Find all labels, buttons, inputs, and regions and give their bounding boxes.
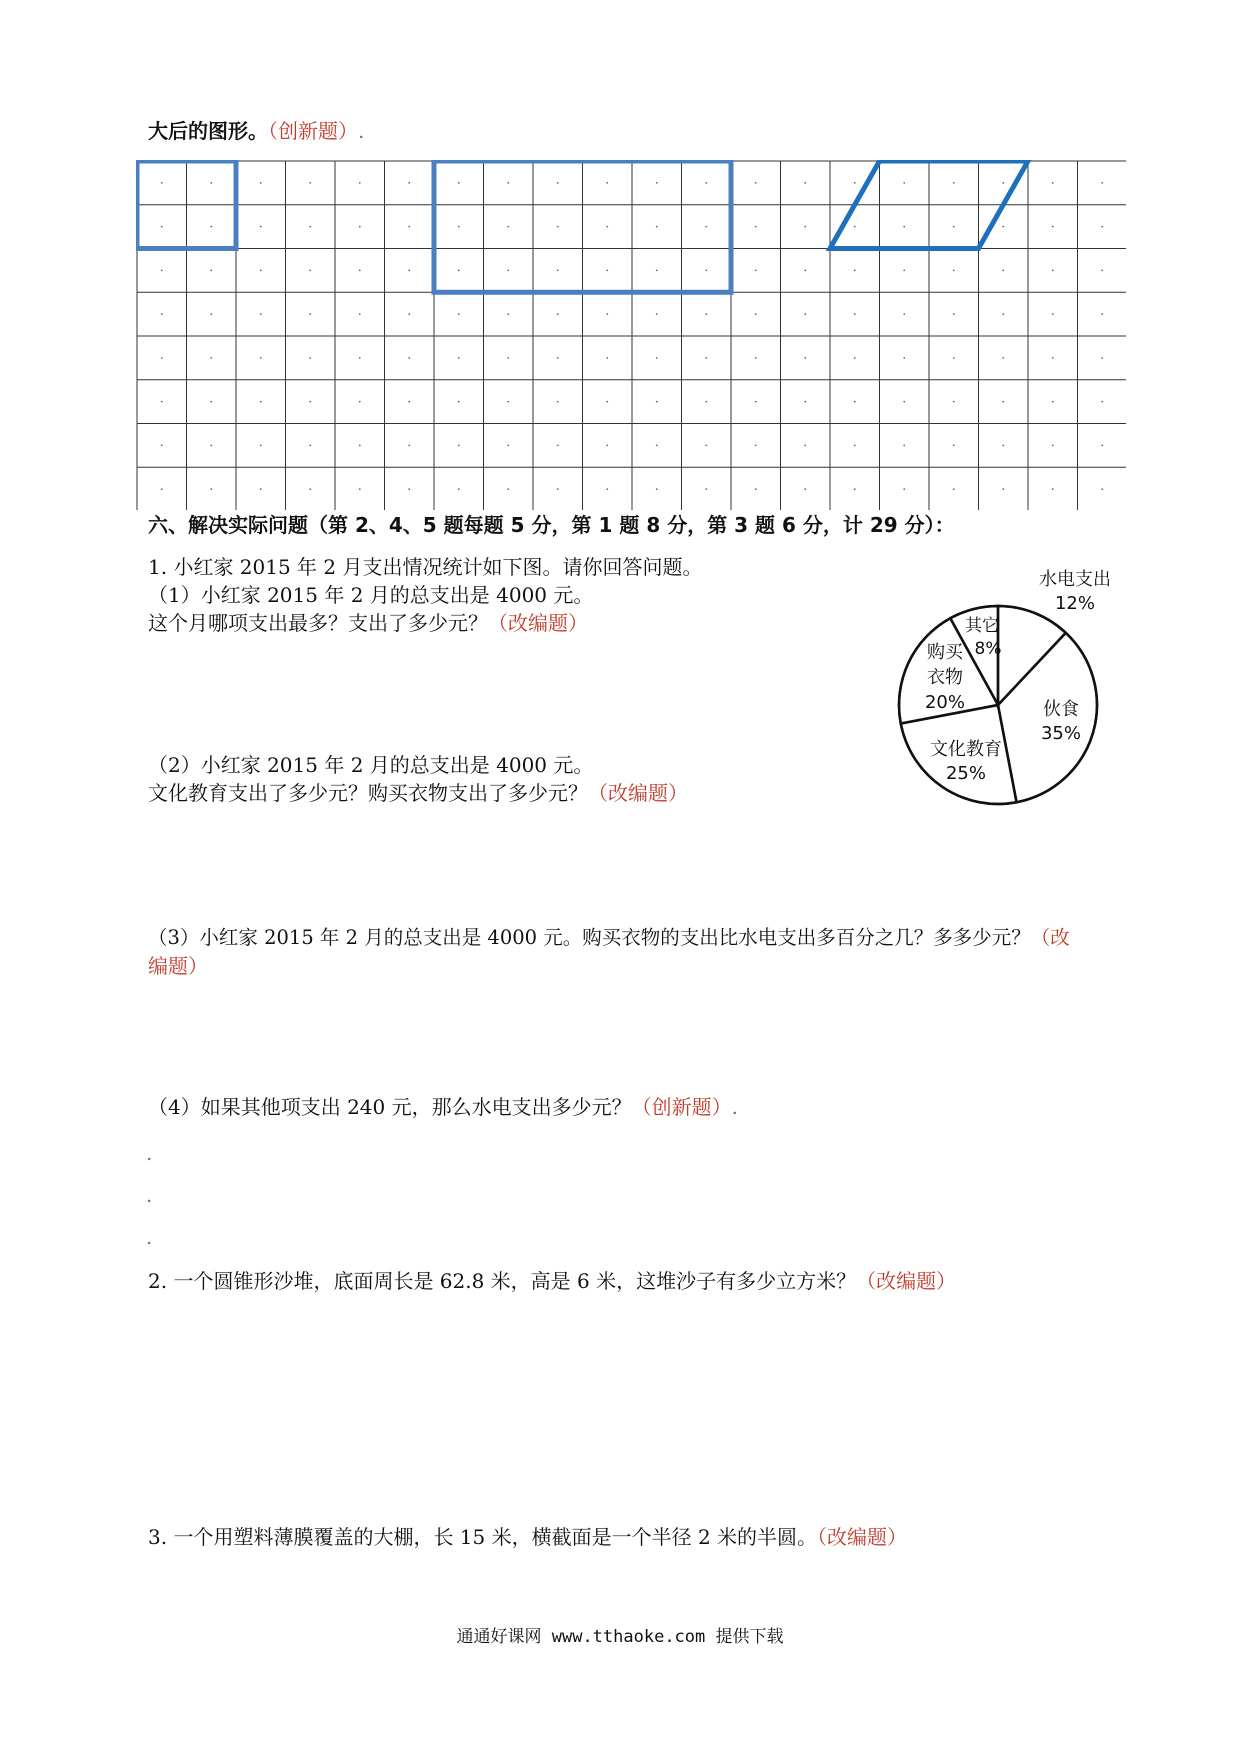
- grid-dot: [1052, 226, 1054, 228]
- grid-dot: [557, 269, 559, 271]
- grid-dot: [953, 401, 955, 403]
- header-tag: （创新题）: [268, 119, 358, 143]
- grid-dot: [210, 269, 212, 271]
- grid-dot: [656, 226, 658, 228]
- grid-dot: [359, 488, 361, 490]
- grid-dot: [309, 488, 311, 490]
- grid-dot: [309, 269, 311, 271]
- grid-dot: [1101, 313, 1103, 315]
- grid-dot: [458, 269, 460, 271]
- grid-dot: [755, 357, 757, 359]
- grid-dot: [408, 269, 410, 271]
- grid-dot: [953, 226, 955, 228]
- pie-label-food: [1034, 698, 1088, 746]
- q2-tag: （改编题）: [856, 1269, 957, 1293]
- grid-dot: [854, 401, 856, 403]
- grid-dot: [1002, 444, 1004, 446]
- blank-dot-1: .: [146, 1141, 153, 1165]
- grid-dot: [408, 313, 410, 315]
- q1-p1-line1: （1）小红家 2015 年 2 月的总支出是 4000 元。: [148, 583, 594, 607]
- grid-dot: [854, 182, 856, 184]
- grid-dot: [903, 313, 905, 315]
- grid-dot: [260, 182, 262, 184]
- grid-dot: [1101, 488, 1103, 490]
- grid-dot: [210, 313, 212, 315]
- grid-dot: [854, 357, 856, 359]
- grid-dot: [260, 313, 262, 315]
- grid-dot: [557, 444, 559, 446]
- grid-dot: [1052, 488, 1054, 490]
- grid-dot: [705, 357, 707, 359]
- grid-dot: [507, 401, 509, 403]
- header-line: 大后的图形。（创新题）.: [148, 119, 365, 143]
- grid-dot: [359, 182, 361, 184]
- grid-dot: [1002, 226, 1004, 228]
- grid-dot: [755, 488, 757, 490]
- pie-label-clothing-pct: 20%: [924, 692, 965, 713]
- grid-dot: [507, 226, 509, 228]
- grid-dot: [755, 226, 757, 228]
- grid-dot: [458, 182, 460, 184]
- pie-label-food-pct: 35%: [1040, 723, 1081, 744]
- grid-dot: [557, 313, 559, 315]
- grid-dot: [804, 182, 806, 184]
- pie-label-utilities-name: 水电支出: [1039, 569, 1111, 590]
- grid-dot: [804, 313, 806, 315]
- grid-dot: [557, 182, 559, 184]
- grid-dot: [606, 313, 608, 315]
- grid-dot: [804, 401, 806, 403]
- grid-dot: [606, 444, 608, 446]
- grid-dot: [359, 226, 361, 228]
- grid-dot: [161, 182, 163, 184]
- grid-dot: [1052, 401, 1054, 403]
- grid-dot: [309, 182, 311, 184]
- pie-label-utilities: [1030, 568, 1120, 616]
- grid-dot: [1052, 357, 1054, 359]
- grid-dot: [656, 488, 658, 490]
- grid-dot: [507, 269, 509, 271]
- q1-p4-line: （4）如果其他项支出 240 元，那么水电支出多少元？（创新题）.: [148, 1095, 738, 1119]
- grid-dot: [903, 444, 905, 446]
- q1-p3-tag2: 编题）: [148, 954, 208, 978]
- grid-dot: [755, 401, 757, 403]
- q1-p3-tag1: （改: [1030, 926, 1070, 949]
- grid-dot: [1101, 269, 1103, 271]
- blank-dot-3: .: [146, 1225, 153, 1249]
- grid-dot: [210, 182, 212, 184]
- grid-dot: [1002, 357, 1004, 359]
- grid-dot: [309, 313, 311, 315]
- grid-dot: [755, 269, 757, 271]
- q1-p4-tag: （创新题）: [631, 1095, 732, 1119]
- grid-dot: [705, 182, 707, 184]
- grid-dot: [903, 488, 905, 490]
- grid-dot: [705, 313, 707, 315]
- grid-dot: [755, 444, 757, 446]
- grid-dot: [1002, 401, 1004, 403]
- grid-dot: [161, 269, 163, 271]
- grid-dot: [903, 401, 905, 403]
- pie-label-other-name: 其它: [965, 616, 999, 636]
- grid-dot: [606, 357, 608, 359]
- q1-intro: 1. 小红家 2015 年 2 月支出情况统计如下图。请你回答问题。: [148, 555, 703, 579]
- pie-label-utilities-pct: 12%: [1054, 593, 1095, 614]
- grid-dot: [507, 357, 509, 359]
- grid-dot: [161, 357, 163, 359]
- grid-dot: [458, 226, 460, 228]
- pie-label-other: [962, 615, 1002, 661]
- grid-dot: [606, 269, 608, 271]
- q1-p2-question: 文化教育支出了多少元？购买衣物支出了多少元？: [148, 781, 588, 805]
- grid-dot: [1052, 444, 1054, 446]
- grid-dot: [557, 357, 559, 359]
- grid-dot: [210, 357, 212, 359]
- grid-dot: [507, 444, 509, 446]
- grid-dot: [557, 226, 559, 228]
- grid-dot: [1101, 182, 1103, 184]
- grid-dot: [1052, 269, 1054, 271]
- grid-dot: [1002, 269, 1004, 271]
- grid-dot: [705, 488, 707, 490]
- grid-dot: [1101, 226, 1103, 228]
- grid-dot: [458, 488, 460, 490]
- grid-dot: [953, 313, 955, 315]
- grid-dot: [953, 488, 955, 490]
- grid-dot: [507, 488, 509, 490]
- q2-line: [148, 1268, 956, 1294]
- grid-dot: [755, 313, 757, 315]
- pie-label-other-pct: 8%: [974, 639, 1002, 659]
- q1-p1-line2: [148, 610, 588, 636]
- grid-dot: [804, 444, 806, 446]
- grid-dot: [408, 182, 410, 184]
- grid-dot: [1052, 182, 1054, 184]
- grid-dot: [359, 357, 361, 359]
- grid-dot: [656, 444, 658, 446]
- grid-dot: [1052, 313, 1054, 315]
- grid-dot: [606, 226, 608, 228]
- grid-dot: [804, 226, 806, 228]
- grid-dot: [656, 313, 658, 315]
- grid-dot: [458, 357, 460, 359]
- grid-dot: [854, 444, 856, 446]
- grid-dot: [507, 313, 509, 315]
- q3-text: 3. 一个用塑料薄膜覆盖的大棚，长 15 米，横截面是一个半径 2 米的半圆。: [148, 1525, 818, 1549]
- blank-dot-2: .: [146, 1183, 153, 1207]
- grid-dot: [854, 313, 856, 315]
- grid-dot: [557, 401, 559, 403]
- grid-dot: [1002, 313, 1004, 315]
- grid-dot: [309, 401, 311, 403]
- q1-p2-tag: （改编题）: [588, 781, 688, 805]
- pie-label-education-pct: 25%: [945, 763, 986, 784]
- pie-label-clothing-name: 购买衣物: [927, 642, 963, 688]
- grid-dot: [260, 269, 262, 271]
- grid-dot: [1101, 401, 1103, 403]
- grid-dot: [359, 269, 361, 271]
- grid-dot: [260, 488, 262, 490]
- grid-dot: [854, 226, 856, 228]
- q2-text: 2. 一个圆锥形沙堆，底面周长是 62.8 米，高是 6 米，这堆沙子有多少立方米？: [148, 1269, 857, 1293]
- grid-dot: [408, 357, 410, 359]
- pie-label-education-name: 文化教育: [930, 739, 1002, 760]
- grid-dot: [606, 182, 608, 184]
- grid-dot: [953, 444, 955, 446]
- drawing-grid: [136, 160, 1126, 510]
- section-title: 六、解决实际问题（第 2、4、5 题每题 5 分，第 1 题 8 分，第 3 题 6 分，计 29 分）：: [148, 513, 955, 537]
- grid-dot: [359, 313, 361, 315]
- grid-dot: [1101, 444, 1103, 446]
- pie-label-food-name: 伙食: [1043, 699, 1079, 720]
- grid-dot: [903, 226, 905, 228]
- grid-dot: [804, 488, 806, 490]
- grid-dot: [705, 444, 707, 446]
- grid-dot: [1101, 357, 1103, 359]
- grid-dot: [161, 401, 163, 403]
- q1-p3-line1: [148, 925, 1070, 951]
- grid-dot: [656, 182, 658, 184]
- grid-dot: [755, 182, 757, 184]
- grid-dot: [260, 357, 262, 359]
- grid-dot: [458, 444, 460, 446]
- q1-p2-line2: [148, 780, 688, 806]
- grid-dot: [953, 357, 955, 359]
- grid-dot: [260, 444, 262, 446]
- q1-p4-question: （4）如果其他项支出 240 元，那么水电支出多少元？: [148, 1095, 632, 1119]
- grid-dot: [210, 488, 212, 490]
- grid-dot: [1002, 488, 1004, 490]
- grid-dot: [161, 313, 163, 315]
- q1-p1-tag: （改编题）: [488, 611, 588, 635]
- grid-dot: [557, 488, 559, 490]
- grid-dot: [903, 182, 905, 184]
- grid-dot: [309, 357, 311, 359]
- grid-dot: [1002, 182, 1004, 184]
- grid-dot: [705, 269, 707, 271]
- grid-dot: [705, 401, 707, 403]
- pie-label-education: [926, 738, 1006, 786]
- grid-dot: [309, 226, 311, 228]
- grid-dot: [458, 313, 460, 315]
- grid-dot: [210, 444, 212, 446]
- grid-dot: [953, 269, 955, 271]
- grid-dot: [903, 269, 905, 271]
- q1-p2-line1: （2）小红家 2015 年 2 月的总支出是 4000 元。: [148, 753, 594, 777]
- grid-dot: [359, 401, 361, 403]
- grid-dot: [210, 226, 212, 228]
- q3-line: [148, 1524, 907, 1550]
- grid-dot: [161, 226, 163, 228]
- grid-dot: [458, 401, 460, 403]
- grid-dot: [903, 357, 905, 359]
- grid-dot: [408, 488, 410, 490]
- grid-dot: [260, 226, 262, 228]
- q1-p1-question: 这个月哪项支出最多？支出了多少元？: [148, 611, 488, 635]
- grid-dot: [359, 444, 361, 446]
- grid-dot: [408, 226, 410, 228]
- grid-dot: [953, 182, 955, 184]
- grid-dot: [408, 444, 410, 446]
- grid-dot: [161, 488, 163, 490]
- header-title: 大后的图形。: [148, 119, 268, 143]
- grid-dot: [656, 357, 658, 359]
- grid-dot: [309, 444, 311, 446]
- grid-dot: [507, 182, 509, 184]
- page-footer: 通通好课网 www.tthaoke.com 提供下载: [456, 1627, 784, 1647]
- grid-dot: [260, 401, 262, 403]
- grid-dot: [705, 226, 707, 228]
- grid-dot: [408, 401, 410, 403]
- grid-dot: [854, 269, 856, 271]
- grid-dot: [854, 488, 856, 490]
- grid-dot: [804, 269, 806, 271]
- q1-p3-question: （3）小红家 2015 年 2 月的总支出是 4000 元。购买衣物的支出比水电支出多百分之几？多多少元？: [148, 926, 1031, 949]
- grid-dot: [606, 488, 608, 490]
- grid-dot: [161, 444, 163, 446]
- grid-dot: [606, 401, 608, 403]
- grid-dot: [656, 401, 658, 403]
- q3-tag: （改编题）: [817, 1525, 908, 1549]
- grid-dot: [210, 401, 212, 403]
- grid-dot: [804, 357, 806, 359]
- grid-dot: [656, 269, 658, 271]
